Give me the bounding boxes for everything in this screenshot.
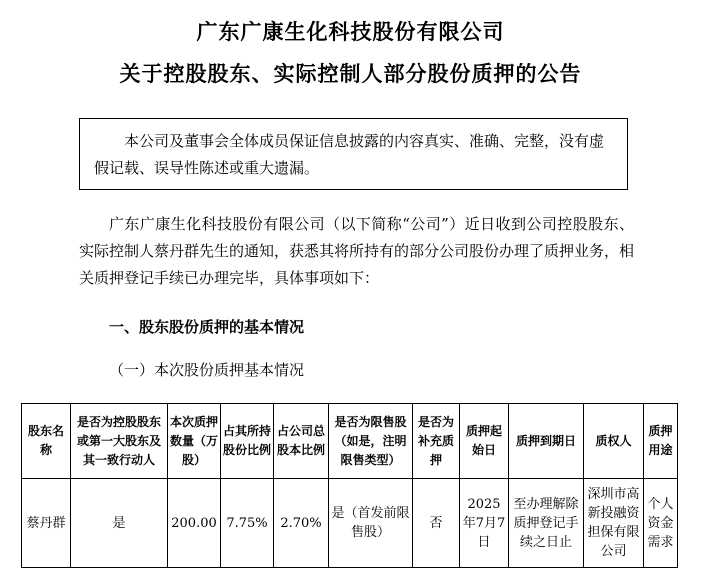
company-name: 广东广康生化科技股份有限公司 bbox=[196, 20, 505, 44]
intro-text: 广东广康生化科技股份有限公司（以下简称“公司”）近日收到公司控股股东、实际控制人蔡丹群先生的通知，获悉其将所持有的部分公司股份办理了质押业务，相关质押登记手续已办理完毕，具体事项如下： bbox=[79, 215, 635, 287]
table-row bbox=[22, 479, 678, 568]
intro-paragraph bbox=[79, 211, 634, 292]
col-header-controlling: 是否为控股股东或第一大股东及其一致行动人 bbox=[71, 404, 168, 479]
col-header-start-date: 质押起始日 bbox=[460, 404, 509, 479]
col-header-pledge-amount: 本次质押数量（万股） bbox=[168, 404, 221, 479]
cell-pledgee: 深圳市高新投融资担保有限公司 bbox=[584, 479, 644, 568]
col-header-holding-ratio: 占其所持股份比例 bbox=[221, 404, 274, 479]
cell-end-date: 至办理解除质押登记手续之日止 bbox=[509, 479, 584, 568]
col-header-supplementary: 是否为补充质押 bbox=[413, 404, 460, 479]
cell-restricted: 是（首发前限售股） bbox=[329, 479, 413, 568]
cell-supplementary: 否 bbox=[413, 479, 460, 568]
col-header-end-date: 质押到期日 bbox=[509, 404, 584, 479]
col-header-total-ratio: 占公司总股本比例 bbox=[274, 404, 329, 479]
cell-total-ratio: 2.70% bbox=[274, 479, 329, 568]
col-header-restricted: 是否为限售股（如是，注明限售类型） bbox=[329, 404, 413, 479]
announcement-title: 关于控股股东、实际控制人部分股份质押的公告 bbox=[119, 62, 582, 86]
cell-controlling: 是 bbox=[71, 479, 168, 568]
pledge-table bbox=[21, 403, 678, 568]
section-heading: 一、股东股份质押的基本情况 bbox=[109, 318, 305, 336]
col-header-pledgee: 质权人 bbox=[584, 404, 644, 479]
cell-shareholder: 蔡丹群 bbox=[22, 479, 71, 568]
cell-start-date: 2025年7月7日 bbox=[460, 479, 509, 568]
disclaimer-box bbox=[79, 118, 628, 190]
subsection-heading: （一）本次股份质押基本情况 bbox=[109, 361, 305, 379]
col-header-purpose: 质押用途 bbox=[644, 404, 678, 479]
cell-pledge-amount: 200.00 bbox=[168, 479, 221, 568]
col-header-shareholder: 股东名称 bbox=[22, 404, 71, 479]
table-header-row bbox=[22, 404, 678, 479]
cell-holding-ratio: 7.75% bbox=[221, 479, 274, 568]
cell-purpose: 个人资金需求 bbox=[644, 479, 678, 568]
disclaimer-text: 本公司及董事会全体成员保证信息披露的内容真实、准确、完整，没有虚假记载、误导性陈述或重大遗漏。 bbox=[94, 132, 605, 177]
